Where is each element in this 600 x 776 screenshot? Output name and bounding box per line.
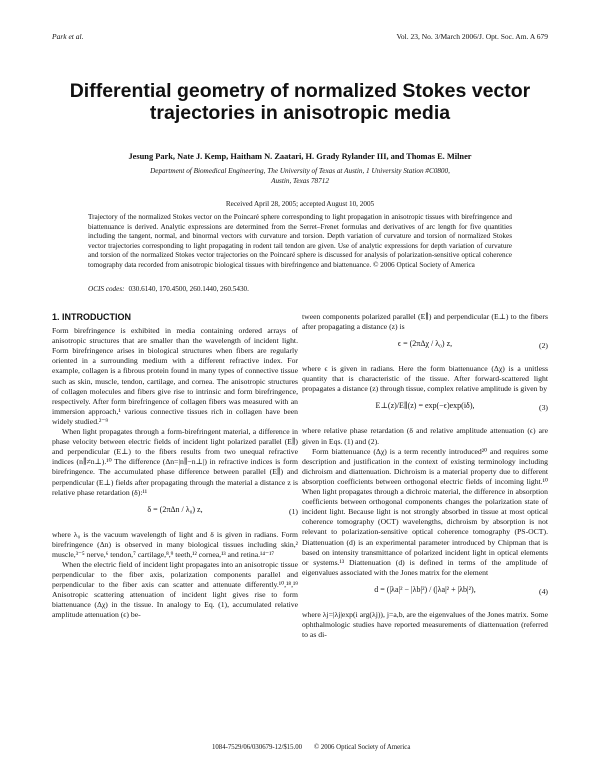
running-header-journal: Vol. 23, No. 3/March 2006/J. Opt. Soc. Am. A 679 (396, 32, 548, 41)
received-dates: Received April 28, 2005; accepted August 10, 2005 (225, 200, 375, 208)
title-line-2: trajectories in anisotropic media (149, 102, 451, 124)
ocis-label: OCIS codes: (88, 285, 125, 293)
left-column (52, 312, 298, 621)
equation-1-number: (1) (289, 506, 298, 516)
left-paragraph-3: where λ₀ is the vacuum wavelength of light and δ is given in radians. Form birefringence (Δn) is observed in many biological tissues including skin,² muscle,³⁻⁵ nerve,⁶ tendon,⁷ cartilage,⁸,⁹ teeth,¹² cornea,¹³ and retina.¹⁴⁻¹⁷ (52, 529, 298, 559)
footer-copyright: © 2006 Optical Society of America (314, 744, 411, 751)
right-paragraph-2: where ϵ is given in radians. Here the form biattenuance (Δχ) is a unitless quantity that is characteristic of the tissue. After forward-scattered light propagates a distance (z) through tissue, complex relative amplitude is given by (302, 364, 548, 394)
equation-3-number: (3) (539, 403, 548, 413)
ocis-codes (88, 285, 512, 293)
right-column (302, 312, 548, 640)
abstract: Trajectory of the normalized Stokes vector on the Poincaré sphere corresponding to light propagation in anisotropic tissues with birefringence and biattenuance is derived. Analytic expressions are determined from the Serret–Frenet formulas and derivatives of arc length for five quantities including the tangent, normal, and binormal vectors with curvature and torsion. Depth variation of curvature and torsion of normalized Stokes vector trajectories corresponding to light propagating in rodent tail tendon are given. Use of analytic expressions for depth variation of curvature and torsion of the normalized Stokes vector trajectories on the Poincaré sphere is discussed for analysis of polarization-sensitive optical coherence tomography data recorded from anisotropic biological tissues with birefringence and biattenuance. © 2006 Optical Society of America (88, 213, 512, 269)
ocis-code-list: 030.6140, 170.4500, 260.1440, 260.5430. (128, 285, 249, 293)
right-paragraph-3: where relative phase retardation (δ and relative amplitude attenuation (ϵ) are given in Eqs. (1) and (2). (302, 426, 548, 446)
equation-3 (302, 397, 548, 423)
footer-issn: 1084-7529/06/030679-12/$15.00 (212, 744, 303, 751)
running-header-author: Park et al. (52, 32, 84, 41)
left-paragraph-1: Form birefringence is exhibited in media containing ordered arrays of anisotropic structures that are smaller than the wavelength of incident light. Form birefringence arises in biological structures when fibers are regularly oriented in a surrounding medium with a different refractive index. For example, collagen is a fibrous protein found in many types of connective tissue such as skin, muscle, tendon, cartilage, and cornea. The anisotropic structures of collagen molecules and fibers give rise to intrinsic and form birefringence, respectively. After form birefringence of collagen fibers was measured with an immersion approach,¹ various connective tissues rich in collagen have been widely studied.²⁻⁹ (52, 326, 298, 426)
equation-1-expression: δ = (2πΔn / λ₀) z, (147, 504, 203, 514)
equation-4-number: (4) (539, 586, 548, 596)
right-paragraph-4: Form biattenuance (Δχ) is a term recently introduced²⁰ and requires some description and justification in the context of existing terminology including dichroism and diattenuation. Dichroism is a material property due to different absorption coefficients between orthogonal electric fields of incoming light.¹⁰ When light propagates through a dichroic material, the difference in absorption coefficients between orthogonal components changes the polarization state of incident light. Because light is not strongly absorbed in tissue at most optical coherence tomography (OCT) wavelengths, dichroism by absorption is not relevant to polarization-sensitive optical coherence tomography (PS-OCT). Diattenuation (d) is an experimental parameter introduced by Chipman that is based on intensity transmittance of polarized incident light in optical elements or systems.¹³ Diattenuation (d) is defined in terms of the amplitude of eigenvalues associated with the Jones matrix for the element (302, 446, 548, 577)
affiliation-line-2: Austin, Texas 78712 (271, 177, 329, 185)
equation-2 (302, 335, 548, 361)
paper-title (0, 80, 600, 124)
equation-1 (52, 501, 298, 527)
left-paragraph-4: When the electric field of incident light propagates into an anisotropic tissue perpendicular to the fiber axis, polarization components parallel and perpendicular to the fiber axis can scatter and attenuate differently.¹⁰,¹⁸,¹⁹ Anisotropic scattering attenuation of incident light gives rise to form biattenuance (Δχ) in the tissue. In analogy to Eq. (1), accumulated relative amplitude attenuation (ϵ) be- (52, 559, 298, 620)
equation-3-expression: E⊥(z)/E∥(z) = exp(−ϵ)exp(iδ), (375, 401, 475, 411)
right-paragraph-5: where λj=|λj|exp(i arg(λj)), j=a,b, are the eigenvalues of the Jones matrix. Some ophthalmologic studies have reported measurements of diattenuation (referred to as di- (302, 609, 548, 640)
affiliation (60, 166, 540, 186)
equation-2-expression: ϵ = (2πΔχ / λ₀) z, (397, 339, 453, 349)
left-paragraph-2: When light propagates through a form-birefringent material, a difference in phase velocity between electric fields of incident light polarized parallel (E∥) and perpendicular (E⊥) to the fibers results from two unequal refractive indices (n∥≠n⊥).¹⁰ The difference (Δn=|n∥−n⊥|) in refractive indices is form birefringence. The accumulated phase difference between parallel (E∥) and perpendicular (E⊥) fields after propagating through the material a distance z is relative phase retardation (δ):¹¹ (52, 427, 298, 497)
title-line-1: Differential geometry of normalized Stokes vector (69, 80, 531, 102)
equation-4 (302, 581, 548, 607)
equation-2-number: (2) (539, 341, 548, 351)
affiliation-line-1: Department of Biomedical Engineering, The University of Texas at Austin, 1 University Station #C0800, (150, 167, 450, 175)
author-list: Jesung Park, Nate J. Kemp, Haitham N. Zaatari, H. Grady Rylander III, and Thomas E. Milner (128, 152, 472, 161)
right-paragraph-1: tween components polarized parallel (E∥) and perpendicular (E⊥) to the fibers after propagating a distance (z) is (302, 312, 548, 332)
equation-4-expression: d = (|λa|² − |λb|²) / (|λa|² + |λb|²), (374, 584, 476, 594)
section-heading-introduction: 1. INTRODUCTION (52, 312, 132, 322)
